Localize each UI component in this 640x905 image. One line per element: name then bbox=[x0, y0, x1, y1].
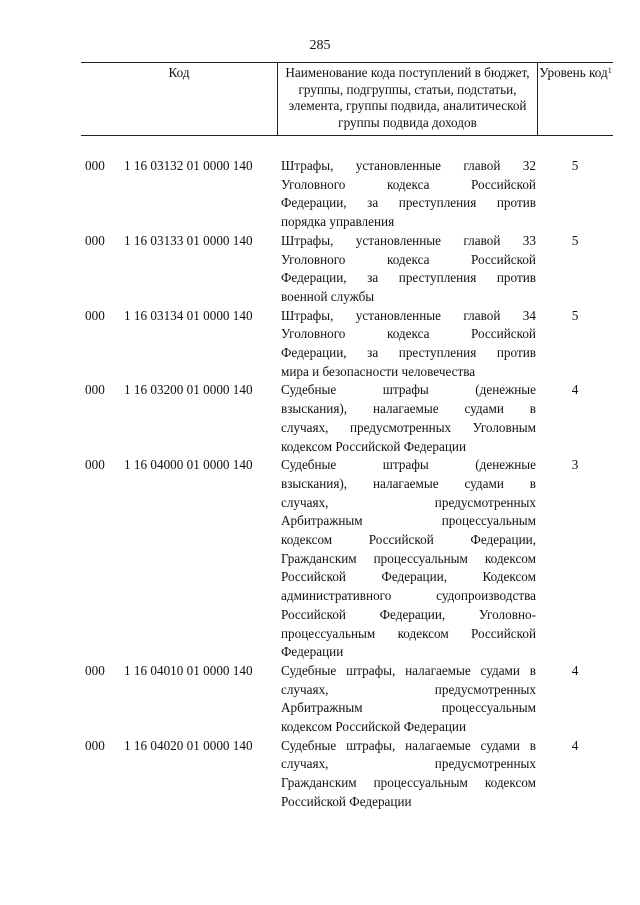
row-name-line: процессуальным кодексом Российской bbox=[281, 625, 536, 641]
row-name-line: Судебные штрафы, налагаемые судами в bbox=[281, 662, 536, 678]
row-name-line: взыскания), налагаемые судами в bbox=[281, 475, 536, 491]
row-name-line: мира и безопасности человечества bbox=[281, 363, 476, 379]
row-code-head: 000 bbox=[85, 158, 105, 173]
row-name-line: Судебные штрафы, налагаемые судами в bbox=[281, 737, 536, 753]
row-code-head: 000 bbox=[85, 307, 105, 323]
row-code: 1 16 04020 01 0000 140 bbox=[124, 737, 253, 753]
row-name-line: военной службы bbox=[281, 288, 375, 304]
row-name bbox=[281, 157, 536, 232]
row-name-line: случаях, предусмотренных Уголовным bbox=[281, 419, 536, 435]
page-number: 285 bbox=[309, 38, 331, 53]
row-name bbox=[281, 232, 536, 307]
header-name: Наименование кода поступлений в бюджет, группы, подгруппы, статьи, подстатьи, элемента, группы подвида, аналитической группы подвида доходов bbox=[277, 62, 538, 136]
row-name-line: Федерации bbox=[281, 644, 344, 660]
row-name-line: Гражданским процессуальным кодексом bbox=[281, 550, 536, 566]
row-name-line: взыскания), налагаемые судами в bbox=[281, 401, 536, 417]
row-code: 1 16 04010 01 0000 140 bbox=[124, 662, 253, 678]
row-name-line: Гражданским процессуальным кодексом bbox=[281, 775, 536, 791]
row-name-line: Судебные штрафы (денежные bbox=[281, 457, 536, 473]
header-level bbox=[538, 62, 613, 136]
row-name-line: Уголовного кодекса Российской bbox=[281, 176, 536, 192]
row-name-line: Арбитражным процессуальным bbox=[281, 513, 536, 529]
row-name-line: случаях, предусмотренных bbox=[281, 756, 536, 772]
row-code: 1 16 04000 01 0000 140 bbox=[124, 457, 253, 473]
header-level-footnote: 1 bbox=[607, 66, 612, 75]
row-level: 5 bbox=[571, 158, 579, 173]
row-code: 1 16 03134 01 0000 140 bbox=[124, 307, 253, 323]
row-level: 4 bbox=[571, 662, 579, 678]
row-code-head: 000 bbox=[85, 662, 105, 678]
row-name-line: административного судопроизводства bbox=[281, 588, 536, 604]
row-name-line: Штрафы, установленные главой 34 bbox=[281, 307, 536, 323]
row-level: 4 bbox=[571, 737, 579, 753]
row-name-line: Штрафы, установленные главой 32 bbox=[281, 158, 536, 173]
row-name bbox=[281, 737, 536, 812]
row-code: 1 16 03132 01 0000 140 bbox=[124, 158, 253, 173]
row-name-line: случаях, предусмотренных bbox=[281, 494, 536, 510]
row-code: 1 16 03133 01 0000 140 bbox=[124, 232, 253, 248]
row-level: 5 bbox=[571, 232, 579, 248]
header-level-label: Уровень код bbox=[539, 65, 608, 80]
row-name bbox=[281, 662, 536, 737]
row-name-line: Арбитражным процессуальным bbox=[281, 700, 536, 716]
row-code-head: 000 bbox=[85, 737, 105, 753]
row-name-line: кодексом Российской Федерации bbox=[281, 438, 466, 454]
row-level: 5 bbox=[571, 307, 579, 323]
row-name-line: случаях, предусмотренных bbox=[281, 681, 536, 697]
row-name-line: Российской Федерации, Уголовно- bbox=[281, 606, 536, 622]
row-name bbox=[281, 307, 536, 382]
row-name-line: Уголовного кодекса Российской bbox=[281, 251, 536, 267]
row-level: 3 bbox=[571, 457, 579, 473]
row-name-line: Уголовного кодекса Российской bbox=[281, 326, 536, 342]
row-name bbox=[281, 456, 536, 662]
row-name-line: кодексом Российской Федерации bbox=[281, 719, 466, 734]
row-name-line: порядка управления bbox=[281, 214, 395, 230]
row-name-line: кодексом Российской Федерации, bbox=[281, 532, 536, 547]
row-code-head: 000 bbox=[85, 382, 105, 398]
row-name-line: Федерации, за преступления против bbox=[281, 270, 536, 286]
row-name bbox=[281, 381, 536, 456]
row-name-line: Российской Федерации bbox=[281, 793, 412, 809]
row-name-line: Судебные штрафы (денежные bbox=[281, 382, 536, 398]
row-code: 1 16 03200 01 0000 140 bbox=[124, 382, 253, 398]
row-name-line: Федерации, за преступления против bbox=[281, 195, 536, 211]
row-name-line: Федерации, за преступления против bbox=[281, 345, 536, 360]
row-code-head: 000 bbox=[85, 232, 105, 248]
row-level: 4 bbox=[571, 382, 579, 398]
row-name-line: Штрафы, установленные главой 33 bbox=[281, 232, 536, 248]
row-name-line: Российской Федерации, Кодексом bbox=[281, 569, 536, 585]
header-code: Код bbox=[81, 62, 277, 136]
row-code-head: 000 bbox=[85, 457, 105, 473]
